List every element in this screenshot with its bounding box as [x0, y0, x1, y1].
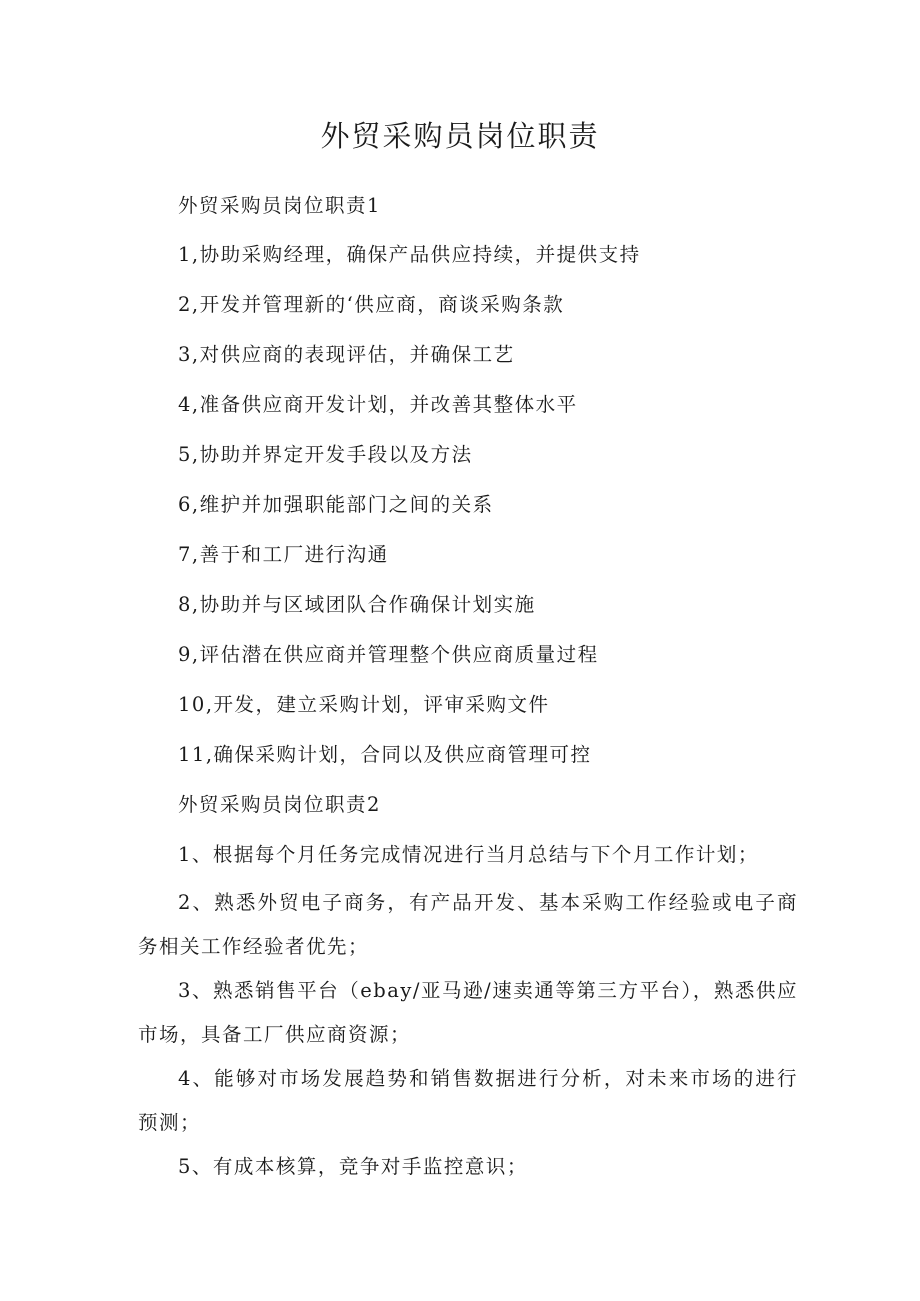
section-heading-1: 外贸采购员岗位职责1: [178, 194, 381, 217]
paragraph: 1、根据每个月任务完成情况进行当月总结与下个月工作计划；: [178, 843, 759, 866]
list-item: 9,评估潜在供应商并管理整个供应商质量过程: [178, 643, 599, 666]
paragraph: 5、有成本核算，竞争对手监控意识；: [178, 1155, 528, 1178]
list-item: 11,确保采购计划，合同以及供应商管理可控: [178, 743, 592, 766]
list-item: 8,协助并与区域团队合作确保计划实施: [178, 593, 536, 616]
list-item: 2,开发并管理新的‘供应商，商谈采购条款: [178, 293, 565, 316]
paragraph: 3、熟悉销售平台（ebay/亚马逊/速卖通等第三方平台），熟悉供应市场，具备工厂供应商资源；: [138, 979, 798, 1046]
list-item: 5,协助并界定开发手段以及方法: [178, 443, 473, 466]
list-item: 3,对供应商的表现评估，并确保工艺: [178, 343, 515, 366]
document-title: 外贸采购员岗位职责: [320, 119, 600, 153]
list-item: 6,维护并加强职能部门之间的关系: [178, 493, 494, 516]
list-item: 7,善于和工厂进行沟通: [178, 543, 389, 566]
paragraph: 2、熟悉外贸电子商务，有产品开发、基本采购工作经验或电子商务相关工作经验者优先；: [138, 891, 798, 958]
list-item: 1,协助采购经理，确保产品供应持续，并提供支持: [178, 243, 641, 266]
list-item: 4,准备供应商开发计划，并改善其整体水平: [178, 393, 578, 416]
paragraph: 4、能够对市场发展趋势和销售数据进行分析，对未来市场的进行预测；: [138, 1067, 798, 1134]
section-heading-2: 外贸采购员岗位职责2: [178, 793, 381, 816]
list-item: 10,开发，建立采购计划，评审采购文件: [178, 693, 550, 716]
